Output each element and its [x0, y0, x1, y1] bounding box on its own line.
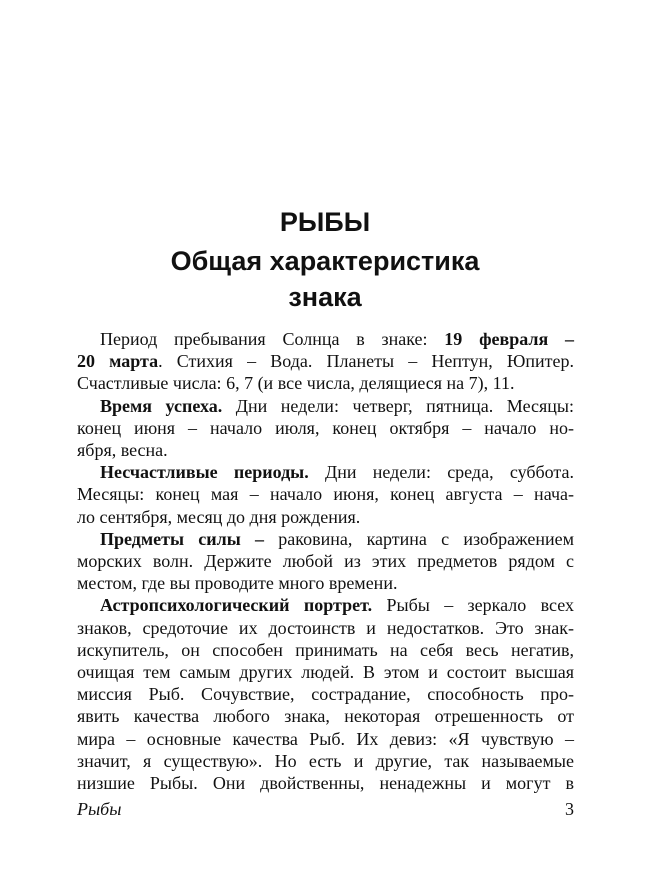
page-footer — [77, 798, 574, 820]
text-line — [77, 639, 574, 661]
text-line — [77, 417, 574, 439]
text-run: морских волн. Держите любой из этих предметов рядом с — [77, 551, 574, 572]
text-line — [77, 661, 574, 683]
text-line — [77, 372, 574, 394]
text-line — [77, 572, 574, 594]
text-run: знаков, средоточие их достоинств и недостатков. Это знак- — [77, 617, 574, 638]
text-line — [77, 683, 574, 705]
text-run: ября, весна. — [77, 440, 168, 461]
text-line — [77, 772, 574, 794]
text-run: Период пребывания Солнца в знаке: — [100, 329, 445, 349]
text-run: Дни недели: четверг, пятница. Месяцы: — [222, 395, 574, 416]
text-line — [77, 750, 574, 772]
page-number: 3 — [565, 799, 574, 819]
text-run: низшие Рыбы. Они двойственны, ненадежны и могут в — [77, 773, 574, 794]
text-run: мира – основные качества Рыб. Их девиз: «Я чувствую – — [77, 728, 574, 749]
text-run: Месяцы: конец мая – начало июня, конец августа – нача- — [77, 484, 574, 505]
running-title: Рыбы — [77, 799, 122, 819]
text-run: значит, я существую». Но есть и другие, так называемые — [77, 750, 574, 771]
bold-run: Несчастливые периоды. — [100, 462, 309, 483]
text-run: миссия Рыб. Сочувствие, сострадание, способность про- — [77, 684, 574, 705]
text-line — [77, 395, 574, 417]
text-line — [77, 594, 574, 616]
text-run: раковина, картина с изображением — [264, 528, 575, 549]
text-run: местом, где вы проводите много времени. — [77, 573, 398, 594]
text-run: Счастливые числа: 6, 7 (и все числа, делящиеся на 7), 11. — [77, 373, 515, 394]
text-line — [77, 461, 574, 483]
text-line — [77, 483, 574, 505]
text-run: Рыбы – зеркало всех — [372, 595, 574, 616]
text-run: Дни недели: среда, суббота. — [308, 462, 574, 483]
text-line — [77, 506, 574, 528]
text-line — [77, 550, 574, 572]
text-run: искупитель, он способен принимать на себя весь негатив, — [77, 639, 574, 660]
text-line — [77, 439, 574, 461]
text-line — [77, 705, 574, 727]
text-line — [77, 328, 574, 350]
chapter-subtitle-2: знака — [288, 282, 362, 312]
text-run: конец июня – начало июля, конец октября – начало но- — [77, 417, 574, 438]
chapter-subtitle: Общая характеристика — [170, 246, 480, 276]
text-run: очищая тем самым других людей. В этом и состоит высшая — [77, 662, 574, 683]
text-line — [77, 617, 574, 639]
text-run: явить качества любого знака, некоторая отрешенность от — [77, 706, 574, 727]
text-line — [77, 728, 574, 750]
bold-run: Время успеха. — [100, 395, 223, 416]
bold-run: Предметы силы – — [100, 528, 265, 549]
bold-run: Астропсихологический портрет. — [100, 595, 373, 616]
text-line — [77, 350, 574, 372]
text-line — [77, 528, 574, 550]
bold-run: 20 марта — [77, 351, 159, 372]
chapter-title: РЫБЫ — [279, 207, 371, 237]
text-run: . Стихия – Вода. Планеты – Нептун, Юпитер. — [158, 351, 574, 372]
body-text — [77, 328, 574, 794]
text-run: ло сентября, месяц до дня рождения. — [77, 506, 361, 527]
bold-run: 19 февраля – — [444, 329, 574, 349]
